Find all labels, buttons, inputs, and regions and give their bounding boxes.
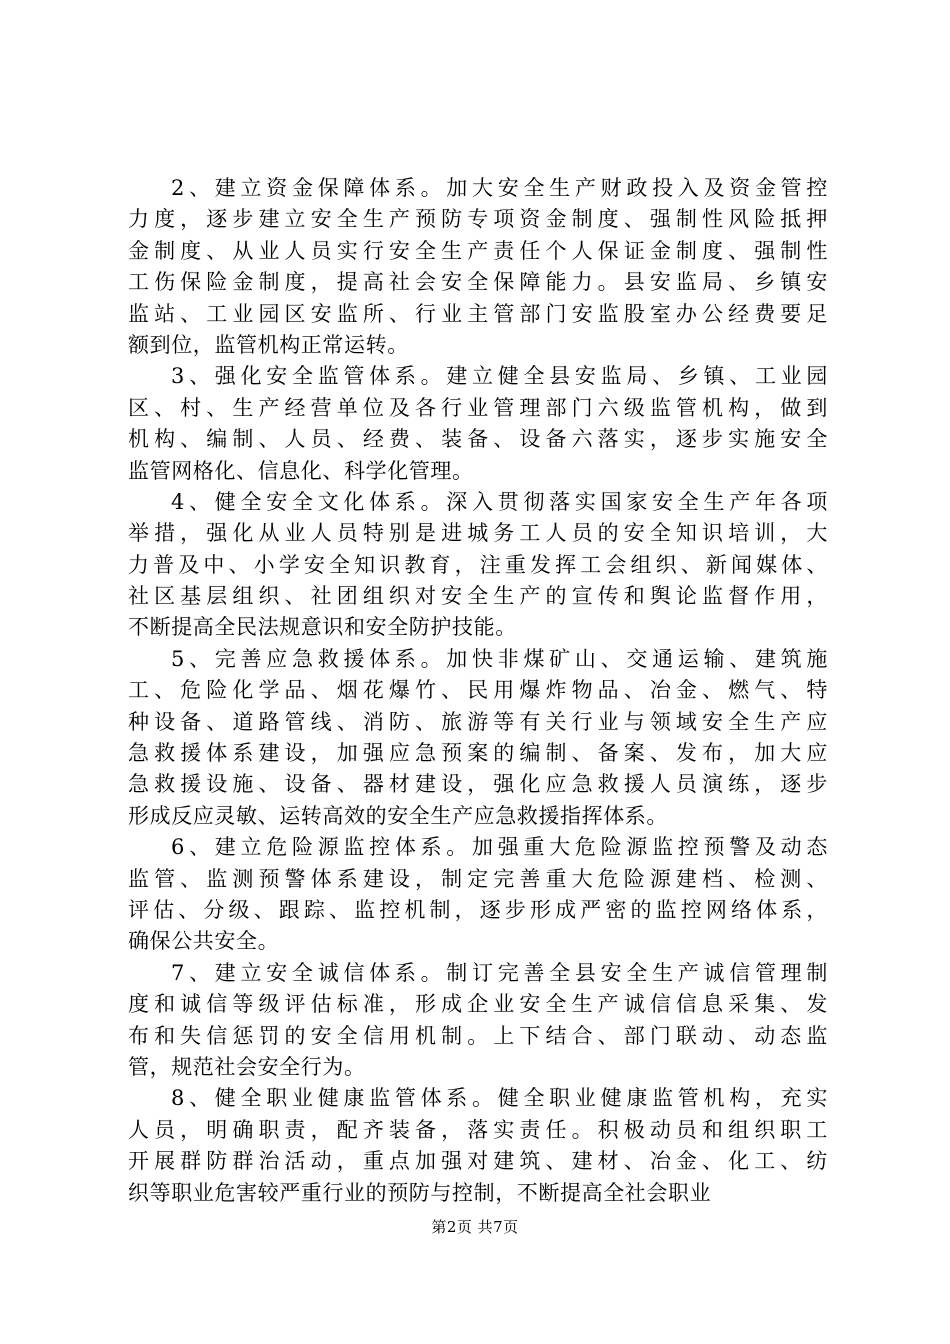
paragraph-line: 评估、分级、跟踪、监控机制，逐步形成严密的监控网络体系， <box>128 897 828 922</box>
paragraph-line: 监站、工业园区安监所、行业主管部门安监股室办公经费要足 <box>128 301 828 326</box>
paragraph-line: 力度，逐步建立安全生产预防专项资金制度、强制性风险抵押 <box>128 207 828 232</box>
paragraph-line: 4、健全安全文化体系。深入贯彻落实国家安全生产年各项 <box>171 489 828 514</box>
paragraph-line: 3、强化安全监管体系。建立健全县安监局、乡镇、工业园 <box>171 364 828 389</box>
paragraph-line: 工、危险化学品、烟花爆竹、民用爆炸物品、冶金、燃气、特 <box>128 678 828 703</box>
paragraph-line: 工伤保险金制度，提高社会安全保障能力。县安监局、乡镇安 <box>128 270 828 295</box>
paragraph-line: 开展群防群治活动，重点加强对建筑、建材、冶金、化工、纺 <box>128 1149 828 1174</box>
paragraph-line: 布和失信惩罚的安全信用机制。上下结合、部门联动、动态监 <box>128 1023 828 1048</box>
paragraph-line: 人员，明确职责，配齐装备，落实责任。积极动员和组织职工 <box>128 1117 828 1142</box>
paragraph <box>128 487 828 644</box>
paragraph-line: 急救援设施、设备、器材建设，强化应急救援人员演练，逐步 <box>128 772 828 797</box>
paragraph-line: 社区基层组织、社团组织对安全生产的宣传和舆论监督作用， <box>128 584 828 609</box>
paragraph-line: 8、健全职业健康监管体系。健全职业健康监管机构，充实 <box>171 1086 828 1111</box>
paragraph-line: 形成反应灵敏、运转高效的安全生产应急救援指挥体系。 <box>128 803 668 828</box>
paragraph-line: 监管网格化、信息化、科学化管理。 <box>128 458 474 483</box>
paragraph-line: 织等职业危害较严重行业的预防与控制，不断提高全社会职业 <box>128 1180 712 1205</box>
paragraph-line: 监管、监测预警体系建设，制定完善重大危险源建档、检测、 <box>128 866 828 891</box>
document-body <box>128 173 828 1209</box>
paragraph-line: 种设备、道路管线、消防、旅游等有关行业与领域安全生产应 <box>128 709 828 734</box>
paragraph <box>128 958 828 1084</box>
paragraph-line: 管，规范社会安全行为。 <box>128 1054 366 1079</box>
paragraph-line: 区、村、生产经营单位及各行业管理部门六级监管机构，做到 <box>128 395 828 420</box>
paragraph-line: 急救援体系建设，加强应急预案的编制、备案、发布，加大应 <box>128 741 828 766</box>
paragraph-line: 机构、编制、人员、经费、装备、设备六落实，逐步实施安全 <box>128 427 828 452</box>
page-footer: 第2页 共7页 <box>431 1218 519 1236</box>
paragraph-line: 5、完善应急救援体系。加快非煤矿山、交通运输、建筑施 <box>171 646 828 671</box>
paragraph-line: 额到位，监管机构正常运转。 <box>128 332 409 357</box>
paragraph <box>128 361 828 487</box>
paragraph-line: 确保公共安全。 <box>128 929 280 954</box>
paragraph <box>128 644 828 832</box>
paragraph-line: 6、建立危险源监控体系。加强重大危险源监控预警及动态 <box>171 835 828 860</box>
paragraph-line: 金制度、从业人员实行安全生产责任个人保证金制度、强制性 <box>128 238 828 263</box>
paragraph-line: 7、建立安全诚信体系。制订完善全县安全生产诚信管理制 <box>171 960 828 985</box>
paragraph <box>128 173 828 361</box>
paragraph <box>128 1083 828 1209</box>
paragraph-line: 度和诚信等级评估标准，形成企业安全生产诚信信息采集、发 <box>128 992 828 1017</box>
paragraph-line: 举措，强化从业人员特别是进城务工人员的安全知识培训，大 <box>128 521 828 546</box>
paragraph-line: 不断提高全民法规意识和安全防护技能。 <box>128 615 517 640</box>
paragraph-line: 力普及中、小学安全知识教育，注重发挥工会组织、新闻媒体、 <box>128 552 828 577</box>
paragraph <box>128 832 828 958</box>
paragraph-line: 2、建立资金保障体系。加大安全生产财政投入及资金管控 <box>171 176 828 200</box>
